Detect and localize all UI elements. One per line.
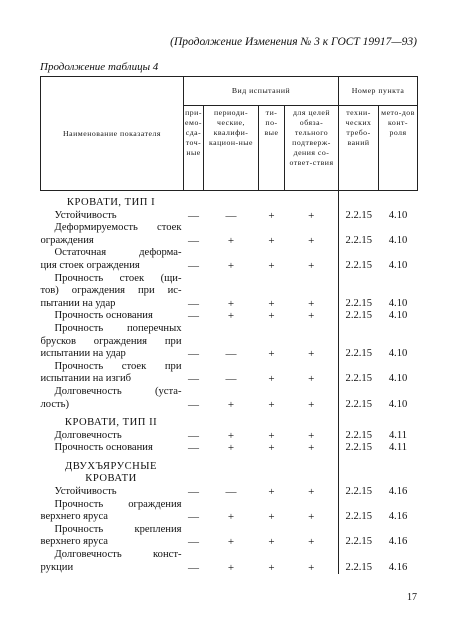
name-line: Долговечность конст-	[54, 549, 182, 561]
name-line: КРОВАТИ, ТИП I	[66, 197, 156, 208]
methods-cell: 4.16	[388, 486, 408, 498]
certification-cell: +	[308, 234, 315, 247]
name-line: Устойчивость	[54, 209, 117, 221]
periodic-cell: +	[227, 442, 235, 455]
type-cell: +	[268, 398, 275, 411]
periodic-cell: +	[227, 398, 235, 411]
acceptance-cell: —	[188, 536, 199, 549]
certification-cell: +	[308, 442, 315, 455]
section-title	[41, 411, 184, 430]
acceptance-cell: —	[188, 310, 199, 323]
type-cell: +	[268, 297, 275, 310]
table-row	[41, 273, 418, 311]
periodic-cell: —	[225, 486, 237, 499]
certification-cell: +	[308, 536, 315, 549]
periodic-cell: —	[225, 209, 237, 222]
tech-req-cell: 2.2.15	[339, 323, 379, 361]
test-table	[40, 76, 418, 574]
indicator-name	[41, 210, 184, 223]
periodic-cell: +	[227, 297, 235, 310]
certification-cell	[285, 411, 339, 430]
methods-cell: 4.10	[388, 398, 408, 410]
methods-cell: 4.11	[388, 429, 408, 441]
name-line: верхнего яруса	[40, 511, 108, 523]
acceptance-cell: —	[188, 511, 199, 524]
acceptance-cell: —	[188, 297, 199, 310]
periodic-cell: +	[227, 429, 235, 442]
name-line: ция стоек ограждения	[40, 259, 140, 271]
type-cell: +	[268, 348, 275, 361]
certification-cell	[285, 455, 339, 486]
methods-cell: 4.10	[388, 310, 408, 322]
name-line: рукции	[40, 561, 74, 573]
acceptance-cell: —	[188, 259, 199, 272]
name-line: испытании на изгиб	[40, 373, 132, 385]
periodic-cell	[204, 455, 259, 486]
name-line: КРОВАТИ	[85, 473, 137, 485]
certification-cell: +	[308, 373, 315, 386]
acceptance-cell: —	[188, 209, 199, 222]
tech-req-cell: 2.2.15	[339, 210, 379, 223]
name-line: КРОВАТИ, ТИП II	[64, 417, 158, 429]
acceptance-cell: —	[188, 561, 199, 574]
name-line: лость)	[40, 398, 70, 410]
tech-req-cell: 2.2.15	[339, 524, 379, 549]
tech-req-cell: 2.2.15	[339, 549, 379, 574]
methods-cell: 4.11	[388, 442, 408, 454]
tech-req-cell: 2.2.15	[339, 386, 379, 411]
type-cell	[259, 191, 285, 210]
indicator-name	[41, 442, 184, 455]
periodic-cell	[204, 191, 259, 210]
methods-cell: 4.16	[388, 511, 408, 523]
indicator-name	[41, 486, 184, 499]
indicator-name	[41, 273, 184, 311]
methods-cell	[379, 191, 418, 210]
type-cell: +	[268, 486, 275, 499]
indicator-name	[41, 247, 184, 272]
section-row	[41, 411, 418, 430]
tech-req-cell	[339, 411, 379, 430]
tech-req-cell: 2.2.15	[339, 310, 379, 323]
tech-req-cell: 2.2.15	[339, 430, 379, 443]
name-line: Устойчивость	[54, 486, 117, 498]
periodic-cell: —	[225, 373, 237, 386]
methods-cell: 4.10	[388, 348, 408, 360]
type-cell: +	[268, 234, 275, 247]
methods-cell	[379, 411, 418, 430]
section-row	[41, 455, 418, 486]
table-row	[41, 210, 418, 223]
type-cell: +	[268, 373, 275, 386]
tech-req-cell	[339, 455, 379, 486]
name-line: испытании на удар	[40, 348, 126, 360]
methods-cell: 4.10	[388, 297, 408, 309]
methods-cell: 4.10	[388, 259, 408, 271]
page-number: 17	[407, 592, 417, 603]
table-row	[41, 486, 418, 499]
certification-cell: +	[308, 511, 315, 524]
periodic-cell: +	[227, 536, 235, 549]
name-line: Прочность основания	[54, 310, 153, 322]
col-methods-header: мето-дов конт-роля	[379, 106, 418, 191]
certification-cell: +	[308, 429, 315, 442]
periodic-cell: +	[227, 561, 235, 574]
periodic-cell: +	[227, 234, 235, 247]
methods-cell: 4.16	[388, 561, 408, 573]
methods-cell: 4.10	[388, 373, 408, 385]
periodic-cell: +	[227, 310, 235, 323]
certification-cell	[285, 191, 339, 210]
name-line: ограждения	[40, 234, 94, 246]
certification-cell: +	[308, 310, 315, 323]
table-row	[41, 549, 418, 574]
table-row	[41, 222, 418, 247]
table-row	[41, 310, 418, 323]
acceptance-cell: —	[188, 234, 199, 247]
name-line: тов) ограждения при ис-	[40, 285, 182, 297]
name-line: Деформируемость стоек	[54, 222, 182, 234]
indicator-name	[41, 361, 184, 386]
name-line: брусков ограждения при	[40, 335, 182, 347]
indicator-name	[41, 549, 184, 574]
acceptance-cell: —	[188, 398, 199, 411]
col-periodic-header: периоди-ческие, квалифи-кацион-ные	[204, 106, 259, 191]
indicator-name	[41, 524, 184, 549]
type-cell: +	[268, 209, 275, 222]
certification-cell: +	[308, 348, 315, 361]
indicator-name	[41, 310, 184, 323]
acceptance-cell: —	[188, 442, 199, 455]
type-cell	[259, 411, 285, 430]
table-row	[41, 386, 418, 411]
document-header: (Продолжение Изменения № 3 к ГОСТ 19917—93)	[170, 36, 417, 48]
type-cell: +	[268, 561, 275, 574]
col-certification-header: для целей обяза-тельного подтверж-дения со-ответ-ствия	[285, 106, 339, 191]
table-row	[41, 430, 418, 443]
tech-req-cell: 2.2.15	[339, 361, 379, 386]
type-cell: +	[268, 442, 275, 455]
type-cell: +	[268, 511, 275, 524]
tech-req-cell: 2.2.15	[339, 486, 379, 499]
certification-cell: +	[308, 297, 315, 310]
certification-cell: +	[308, 209, 315, 222]
type-cell: +	[268, 259, 275, 272]
indicator-name	[41, 430, 184, 443]
tech-req-cell: 2.2.15	[339, 499, 379, 524]
indicator-name	[41, 222, 184, 247]
col-acceptance-header: при-емо-сда-точ-ные	[184, 106, 204, 191]
certification-cell: +	[308, 561, 315, 574]
table-row	[41, 247, 418, 272]
name-line: Остаточная деформа-	[54, 247, 182, 259]
col-tests-group-header: Вид испытаний	[184, 77, 339, 106]
tech-req-cell: 2.2.15	[339, 273, 379, 311]
name-line: верхнего яруса	[40, 536, 108, 548]
acceptance-cell: —	[188, 429, 199, 442]
periodic-cell: —	[225, 348, 237, 361]
name-line: Прочность крепления	[54, 523, 182, 535]
tech-req-cell	[339, 191, 379, 210]
methods-cell: 4.10	[388, 209, 408, 221]
periodic-cell: +	[227, 259, 235, 272]
col-items-group-header: Номер пункта	[339, 77, 418, 106]
methods-cell	[379, 455, 418, 486]
certification-cell: +	[308, 259, 315, 272]
name-line: Долговечность (уста-	[54, 385, 182, 397]
acceptance-cell	[184, 455, 204, 486]
col-tech-req-header: техни-ческих требо-ваний	[339, 106, 379, 191]
name-line: Прочность ограждения	[54, 498, 182, 510]
table-row	[41, 499, 418, 524]
col-name-header: Наименование показателя	[41, 77, 184, 191]
col-type-header: ти-по-вые	[259, 106, 285, 191]
name-line: Прочность стоек (щи-	[54, 272, 182, 284]
acceptance-cell: —	[188, 486, 199, 499]
certification-cell: +	[308, 398, 315, 411]
name-line: пытании на удар	[40, 297, 116, 309]
name-line: Прочность основания	[54, 442, 153, 454]
tech-req-cell: 2.2.15	[339, 247, 379, 272]
acceptance-cell: —	[188, 373, 199, 386]
type-cell: +	[268, 536, 275, 549]
table-row	[41, 361, 418, 386]
indicator-name	[41, 499, 184, 524]
table-row	[41, 442, 418, 455]
section-title	[41, 455, 184, 486]
type-cell: +	[268, 310, 275, 323]
acceptance-cell	[184, 191, 204, 210]
periodic-cell: +	[227, 511, 235, 524]
methods-cell: 4.16	[388, 536, 408, 548]
table-continuation-label: Продолжение таблицы 4	[40, 61, 159, 73]
acceptance-cell: —	[188, 348, 199, 361]
indicator-name	[41, 323, 184, 361]
name-line: ДВУХЪЯРУСНЫЕ	[64, 460, 158, 472]
acceptance-cell	[184, 411, 204, 430]
certification-cell: +	[308, 486, 315, 499]
table-row	[41, 524, 418, 549]
indicator-name	[41, 386, 184, 411]
table-row	[41, 323, 418, 361]
section-row	[41, 191, 418, 210]
section-title	[41, 191, 184, 210]
name-line: Прочность поперечных	[54, 322, 182, 334]
name-line: Долговечность	[54, 429, 122, 441]
tech-req-cell: 2.2.15	[339, 222, 379, 247]
type-cell	[259, 455, 285, 486]
periodic-cell	[204, 411, 259, 430]
methods-cell: 4.10	[388, 234, 408, 246]
name-line: Прочность стоек при	[54, 360, 182, 372]
type-cell: +	[268, 429, 275, 442]
tech-req-cell: 2.2.15	[339, 442, 379, 455]
